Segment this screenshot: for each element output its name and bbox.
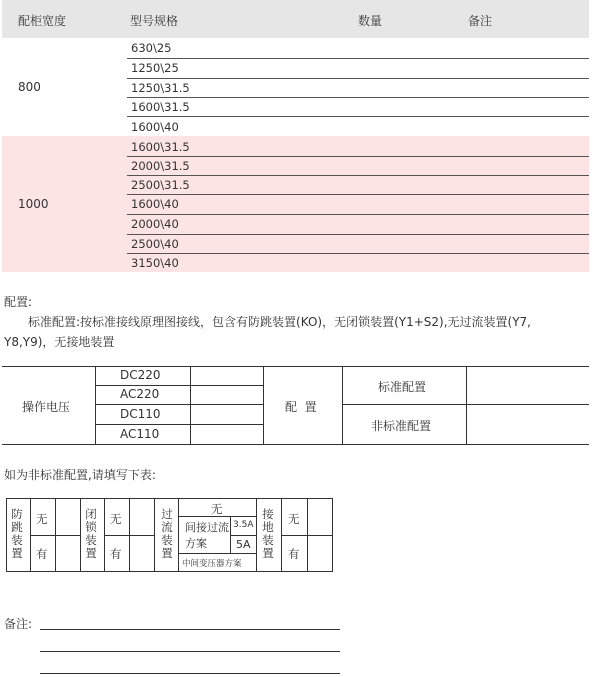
row-divider (127, 214, 589, 215)
notes-label: 备注: (4, 617, 33, 631)
model-cell: 2500\31.5 (131, 178, 190, 192)
voltage-option: DC110 (120, 407, 161, 421)
voltage-option: AC110 (120, 427, 160, 441)
header-cabinet-width: 配柜宽度 (18, 14, 67, 28)
model-cell: 1250\25 (131, 61, 179, 75)
config-line1: 标准配置:按标准接线原理图接线，包含有防跳装置(KO)，无闭锁装置(Y1+S2),无过流装置(Y7, (28, 315, 531, 329)
current-3-5a: 3.5A (233, 520, 254, 530)
model-cell: 1250\31.5 (131, 81, 190, 95)
voltage-option: AC220 (120, 387, 160, 401)
width-1000: 1000 (18, 197, 49, 211)
row-divider (127, 58, 589, 59)
antijump-label: 防跳装置 (11, 507, 23, 560)
interlock-yes: 有 (110, 547, 122, 561)
current-5a: 5A (236, 538, 251, 551)
table1-header (2, 0, 589, 38)
indirect-overcurrent-scheme: 间接过流方案 (185, 521, 229, 550)
model-cell: 1600\31.5 (131, 100, 190, 114)
header-remarks: 备注 (468, 14, 493, 28)
voltage-label: 操作电压 (22, 400, 71, 414)
config-line2: Y8,Y9)，无接地装置 (4, 335, 115, 349)
row-divider (127, 78, 589, 79)
config-label: 配 置 (285, 400, 317, 414)
header-quantity: 数量 (358, 14, 383, 28)
grounding-label: 接地装置 (262, 507, 274, 560)
intermediate-transformer-scheme: 中间变压器方案 (182, 559, 242, 569)
config-heading: 配置: (4, 295, 33, 309)
row-divider (127, 116, 589, 117)
nonstandard-heading: 如为非标准配置,请填写下表: (4, 468, 156, 482)
row-divider (127, 156, 589, 157)
interlock-label: 闭锁装置 (85, 507, 97, 560)
interlock-none: 无 (110, 512, 122, 526)
model-cell: 2000\31.5 (131, 159, 190, 173)
row-divider (127, 175, 589, 176)
model-cell: 3150\40 (131, 256, 179, 270)
width-800: 800 (18, 80, 41, 94)
model-cell: 1600\40 (131, 120, 179, 134)
model-cell: 2000\40 (131, 217, 179, 231)
group-800 (2, 38, 589, 136)
model-cell: 630\25 (131, 41, 172, 55)
row-divider (127, 97, 589, 98)
voltage-option: DC220 (120, 368, 161, 382)
nonstandard-config: 非标准配置 (371, 419, 432, 433)
model-cell: 1600\40 (131, 197, 179, 211)
overcurrent-none: 无 (211, 502, 223, 516)
antijump-yes: 有 (36, 547, 48, 561)
header-model-spec: 型号规格 (130, 14, 179, 28)
antijump-none: 无 (36, 512, 48, 526)
grounding-yes: 有 (288, 547, 300, 561)
notes-line[interactable] (40, 651, 340, 652)
row-divider (127, 234, 589, 235)
grounding-none: 无 (288, 512, 300, 526)
model-cell: 2500\40 (131, 237, 179, 251)
row-divider (127, 194, 589, 195)
standard-config: 标准配置 (378, 380, 427, 394)
notes-line[interactable] (40, 673, 340, 674)
row-divider (127, 253, 589, 254)
model-cell: 1600\31.5 (131, 140, 190, 154)
notes-line[interactable] (40, 629, 340, 630)
overcurrent-label: 过流装置 (161, 507, 173, 560)
